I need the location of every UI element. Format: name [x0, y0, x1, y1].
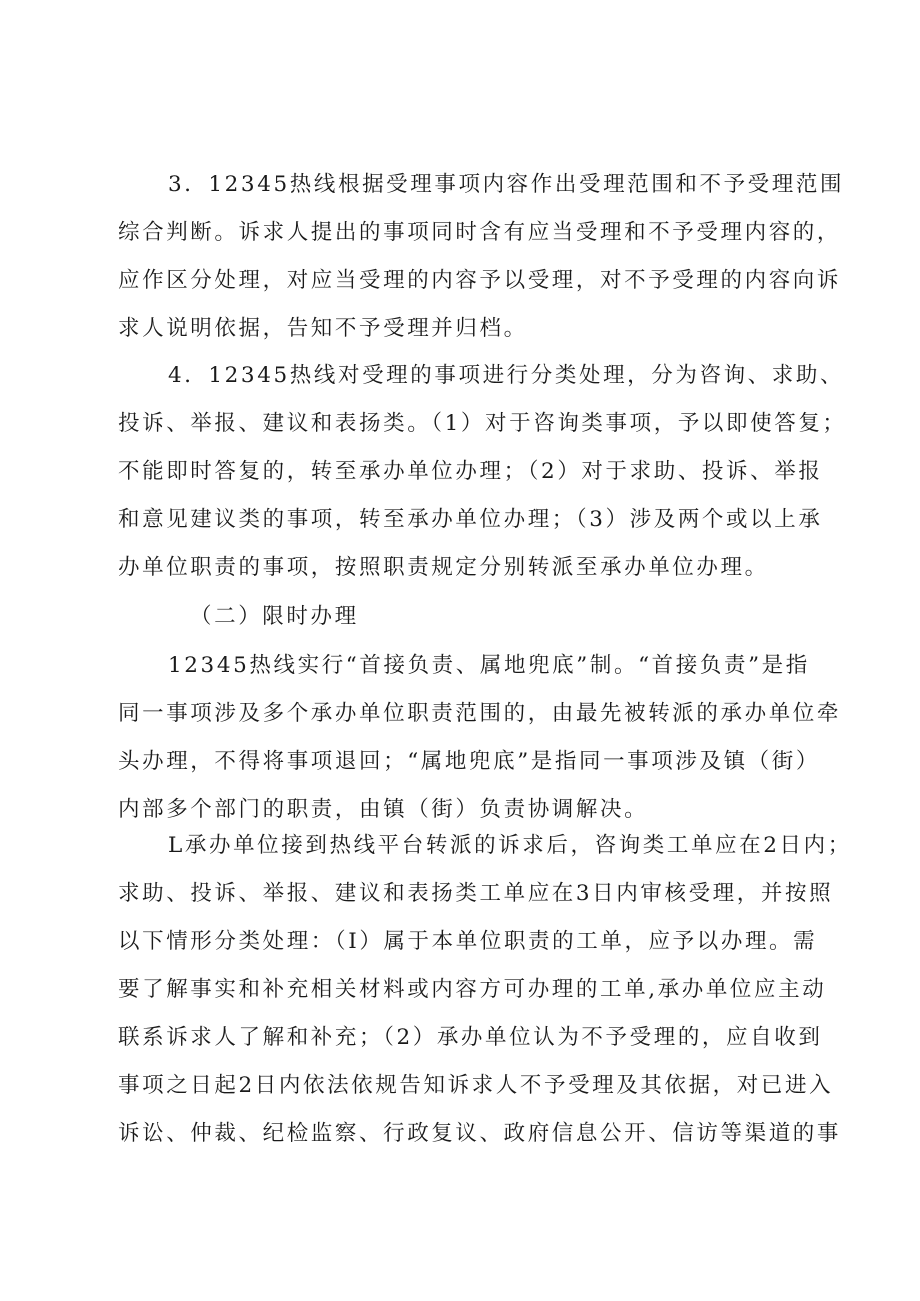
paragraph-line: 应作区分处理，对应当受理的内容予以受理，对不予受理的内容向诉: [118, 268, 842, 293]
paragraph-line: 联系诉求人了解和补充；（2）承办单位认为不予受理的，应自收到: [118, 1025, 823, 1050]
paragraph-line: 办单位职责的事项，按照职责规定分别转派至承办单位办理。: [118, 555, 769, 580]
paragraph-line: 诉讼、仲裁、纪检监察、行政复议、政府信息公开、信访等渠道的事: [118, 1121, 842, 1146]
paragraph-line: 以下情形分类处理：（I）属于本单位职责的工单，应予以办理。需: [118, 929, 818, 954]
paragraph-3-hotline-judgment: [118, 161, 845, 353]
paragraph-line: 3．12345热线根据受理事项内容作出受理范围和不予受理范围: [168, 172, 845, 197]
paragraph-line: 内部多个部门的职责，由镇（街）负责协调解决。: [118, 797, 649, 822]
paragraph-line: 12345热线实行“首接负责、属地兜底”制。“首接负责”是指: [168, 653, 810, 678]
paragraph-line: 投诉、举报、建议和表扬类。（1）对于咨询类事项，予以即使答复；: [118, 411, 847, 436]
paragraph-line: L承办单位接到热线平台转派的诉求后，咨询类工单应在2日内；: [168, 833, 852, 858]
section-heading-time-limit: [118, 593, 818, 641]
paragraph-line: 求助、投诉、举报、建议和表扬类工单应在3日内审核受理，并按照: [118, 881, 834, 906]
paragraph-line: 头办理，不得将事项退回；“属地兜底”是指同一事项涉及镇（街）: [118, 749, 820, 774]
section-heading: （二）限时办理: [190, 604, 359, 629]
paragraph-line: 同一事项涉及多个承办单位职责范围的，由最先被转派的承办单位牵: [118, 701, 842, 726]
paragraph-line: 要了解事实和补充相关材料或内容方可办理的工单,承办单位应主动: [118, 977, 827, 1002]
paragraph-line: 求人说明依据，告知不予受理并归档。: [118, 316, 528, 341]
paragraph-line: 不能即时答复的，转至承办单位办理；（2）对于求助、投诉、举报: [118, 459, 823, 484]
paragraph-line: 和意见建议类的事项，转至承办单位办理；（3）涉及两个或以上承: [118, 507, 823, 532]
paragraph-handling-deadlines: [118, 822, 852, 1158]
paragraph-first-responsibility: [118, 642, 842, 834]
paragraph-line: 综合判断。诉求人提出的事项同时含有应当受理和不予受理内容的，: [118, 220, 842, 245]
paragraph-line: 事项之日起2日内依法依规告知诉求人不予受理及其依据，对已进入: [118, 1073, 834, 1098]
paragraph-line: 4．12345热线对受理的事项进行分类处理，分为咨询、求助、: [168, 363, 845, 388]
paragraph-4-classification: [118, 352, 847, 592]
